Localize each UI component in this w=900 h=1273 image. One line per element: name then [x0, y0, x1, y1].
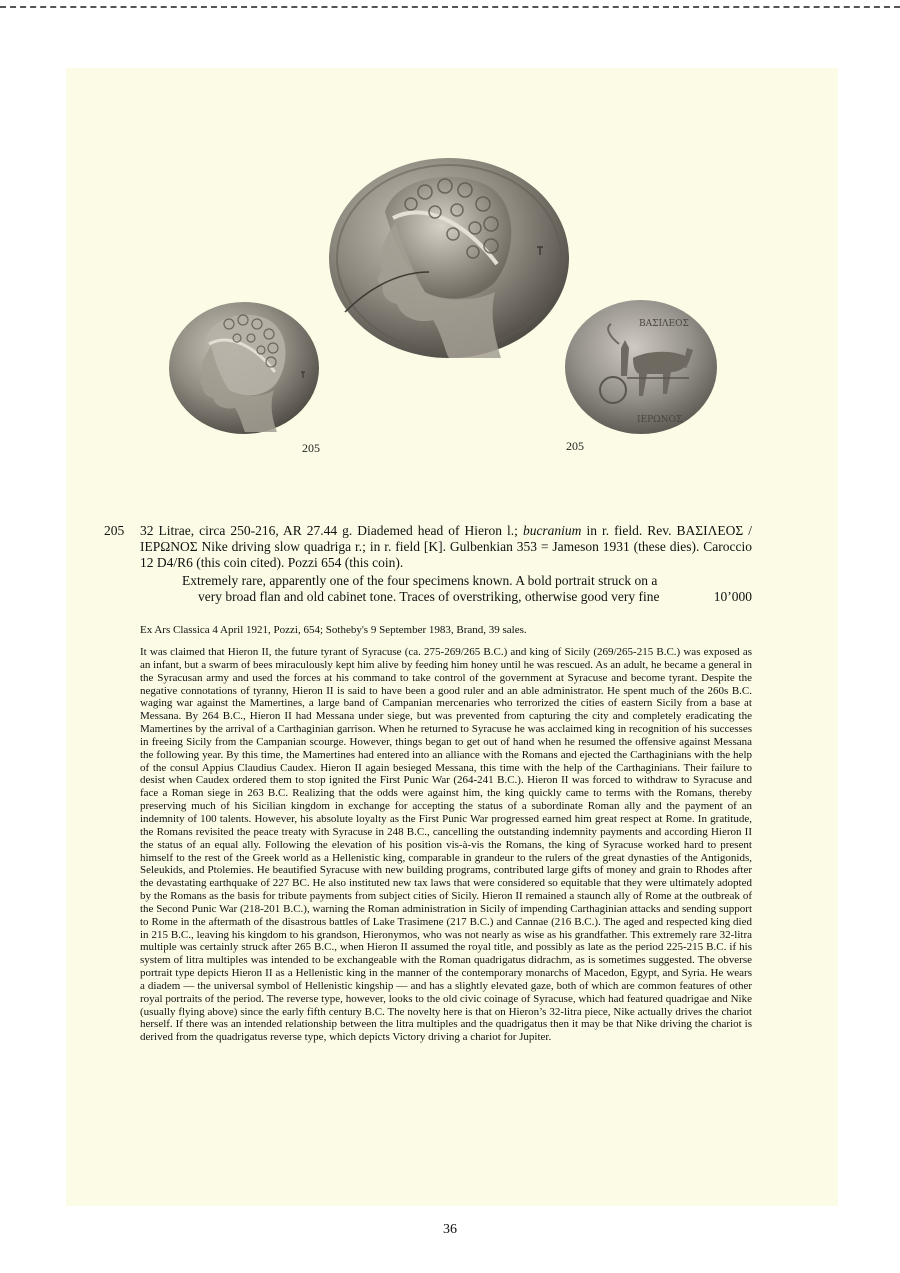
lot-estimate: 10’000 — [713, 589, 752, 604]
lot-remarks-line-2: very broad flan and old cabinet tone. Traces of overstriking, otherwise good very fine — [198, 589, 660, 604]
lot-heading — [140, 523, 752, 571]
reverse-legend-top: ΒΑΣΙΛΕΟΣ — [639, 319, 689, 329]
coin-obverse-enlarged — [325, 152, 573, 362]
coin-obverse-image — [167, 300, 321, 436]
lot-heading-text-1: 32 Litrae, circa 250-216, AR 27.44 g. Diademed head of Hieron l.; — [140, 523, 523, 538]
page-number: 36 — [443, 1222, 457, 1237]
lot-number: 205 — [104, 523, 125, 538]
page-top-dashed-border — [0, 6, 900, 8]
lot-remarks-line-1: Extremely rare, apparently one of the four specimens known. A bold portrait struck on a — [182, 573, 658, 588]
coin-reverse-label: 205 — [566, 439, 584, 453]
lot-remarks — [140, 573, 752, 605]
lot-heading-italic: bucranium — [522, 523, 582, 538]
coin-obverse-enlarged-image — [325, 152, 573, 362]
lot-heading-text-2: in r. field. Rev. ΒΑΣΙΛΕΟΣ / ΙΕΡΩΝΟΣ Nike driving slow quadriga r.; in r. field [K]. Gulbenkian 353 = Jameson 1931 (these dies). Caroccio 12 D4/R6 (this coin cited). Pozzi 654 (this coin). — [140, 523, 753, 570]
coin-obverse — [167, 300, 321, 436]
lot-provenance: Ex Ars Classica 4 April 1921, Pozzi, 654; Sotheby's 9 September 1983, Brand, 39 sales. — [140, 624, 527, 636]
lot-remarks-line-2-wrap — [140, 589, 752, 605]
reverse-legend-bottom: ΙΕΡΩΝΟΣ — [637, 415, 683, 425]
coin-obverse-label: 205 — [302, 441, 320, 455]
coin-reverse-image — [563, 298, 719, 436]
coin-reverse — [563, 298, 719, 436]
lot-description: It was claimed that Hieron II, the future tyrant of Syracuse (ca. 275-269/265 B.C.) and king of Sicily (269/265-215 B.C.) was exposed as an infant, but a swarm of bees miraculously kept him alive by feeding him honey until he was rescued. As an adult, he became a general in the Syracusan army and used the forces at his command to take control of the government at Syracuse and become tyrant. Despite the negative connotations of tyranny, Hieron II is said to have been a good ruler and an able administrator. He spent much of the 260s B.C. waging war against the Mamertines, a large band of Campanian mercenaries who terrorized the cities of eastern Sicily from a base at Messana. By 264 B.C., Hieron II had Messana under siege, but was prevented from capturing the city and completely eradicating the Mamertines by the arrival of a Carthaginian garrison. When he returned to Syracuse he was acclaimed king in recognition of his successes in freeing Sicily from the Campanian scourge. However, things began to get out of hand when he resumed the offensive against Messana the following year. By this time, the Mamertines had entered into an alliance with the Romans and ejected the Carthaginians with the help of the consul Appius Claudius Caudex. Hieron II again besieged Messana, this time with the help of the Carthaginians. Their failure to desist when Caudex ordered them to stop ignited the First Punic War (264-241 B.C.). Hieron II was forced to withdraw to Syracuse and face a Roman siege in 263 B.C. Realizing that the odds were against him, the king quickly came to terms with the Romans, thereby preserving much of his Sicilian kingdom in exchange for accepting the status of a subordinate Roman ally and the payment of an indemnity of 100 talents. However, his absolute loyalty as the First Punic War progressed earned him great respect at Rome. In gratitude, the Romans revisited the peace treaty with Syracuse in 248 B.C., cancelling the outstanding indemnity payments and according Hieron II the status of an equal ally. Following the elevation of his position vis-à-vis the Romans, the king of Syracuse worked hard to present himself to the rest of the Greek world as a Hellenistic king, comparable in grandeur to the rulers of the great dynasties of the Antigonids, Seleukids, and Ptolemies. He beautified Syracuse with new building programs, contributed large gifts of money and grain to Rhodes after the devastating earthquake of 227 BC. He also instituted new tax laws that were considered so equitable that they were ultimately adopted by the Romans as the basis for tribute payments from subject cities of Sicily. Hieron II remained a staunch ally of Rome at the outbreak of the Second Punic War (218-201 B.C.), warning the Roman administration in Sicily of impending Carthaginian attacks and sending support to Rome in the aftermath of the disastrous battles of Lake Trasimene (217 B.C.) and Cannae (216 B.C.). The aged and respected king died in 215 B.C., leaving his kingdom to his grandson, Hieronymos, who was not nearly as wise as his grandfather. This extremely rare 32-litra multiple was certainly struck after 265 B.C., when Hieron II assumed the royal title, and possibly as late as the period 225-215 B.C. if his system of litra multiples was intended to be exchangeable with the Roman quadrigatus didrachm, as is sometimes suggested. The obverse portrait type depicts Hieron II as a Hellenistic king in the manner of the contemporary monarchs of Macedon, Egypt, and Syria. He wears a diadem — the universal symbol of Hellenistic kingship — and has a slightly elevated gaze, both of which are common features of other royal portraits of the period. The reverse type, however, looks to the old civic coinage of Syracuse, which had featured quadrigae and Nike (usually flying above) since the early fifth century B.C. The novelty here is that on Hieron’s 32-litra piece, Nike actually drives the chariot herself. If there was an intended relationship between the litra multiples and the quadrigatus then it may be that Nike driving the chariot is derived from the quadrigatus reverse type, which depicts Victory driving a chariot for Jupiter. — [140, 646, 752, 1044]
